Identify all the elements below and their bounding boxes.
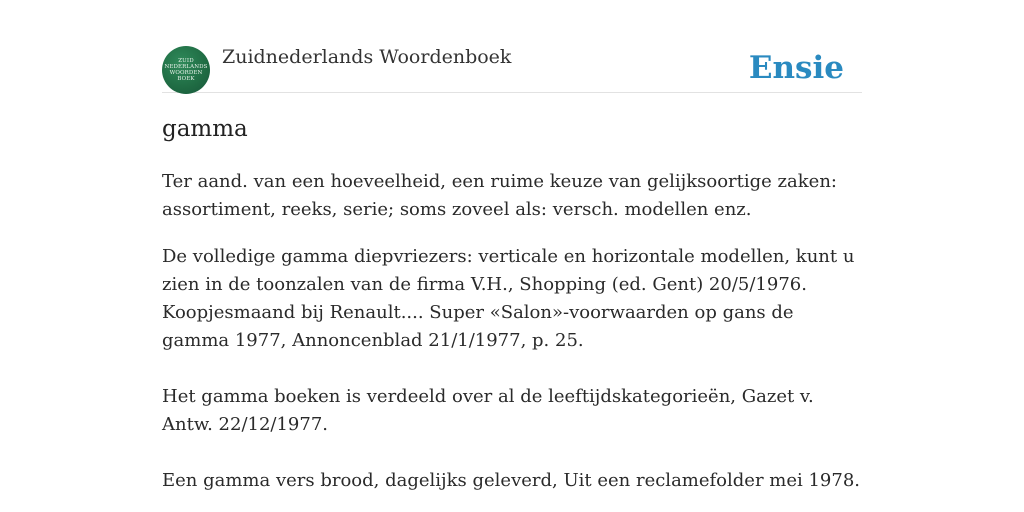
logo-line-1: ZUID [178, 58, 194, 64]
entry-examples [162, 243, 862, 512]
logo-line-2: NEDERLANDS [164, 64, 208, 70]
site-name-link[interactable]: Zuidnederlands Woordenboek [222, 46, 512, 68]
example-2: Het gamma boeken is verdeeld over al de leeftijdskategorieën, Gazet v. Antw. 22/12/1977. [162, 386, 814, 435]
example-1: De volledige gamma diepvriezers: verticale en horizontale modellen, kunt u zien in de toonzalen van de firma V.H., Shopping (ed. Gent) 20/5/1976. Koopjesmaand bij Renault.... Super «Salon»-voorwaarden op gans de gamma 1977, Annoncenblad 21/1/1977, p. 25. [162, 246, 855, 351]
logo-line-3: WOORDEN [169, 70, 203, 76]
ensie-brand-link[interactable]: Ensie [748, 50, 844, 86]
logo-line-4: BOEK [177, 76, 195, 82]
entry-definition: Ter aand. van een hoeveelheid, een ruime keuze van gelijksoortige zaken: assortiment, reeks, serie; soms zoveel als: versch. modellen enz. [162, 171, 837, 220]
entry-title: gamma [162, 116, 248, 142]
dictionary-logo[interactable] [162, 46, 210, 94]
example-3: Een gamma vers brood, dagelijks geleverd, Uit een reclamefolder mei 1978. [162, 470, 861, 491]
site-header [162, 44, 862, 93]
